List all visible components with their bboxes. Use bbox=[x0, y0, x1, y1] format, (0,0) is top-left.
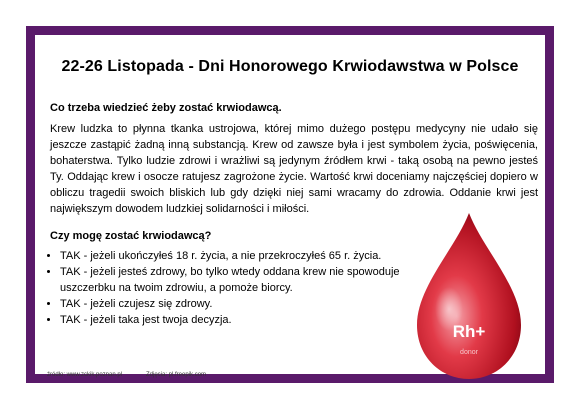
poster-frame bbox=[26, 26, 554, 383]
section-heading-eligibility: Czy mogę zostać krwiodawcą? bbox=[50, 230, 212, 242]
eligibility-item: • TAK - jeżeli taka jest twoja decyzja. bbox=[60, 312, 415, 328]
photo-credit: Zdjęcia: pl.freepik.com bbox=[146, 372, 207, 378]
blood-drop-icon bbox=[413, 209, 525, 381]
section-heading-knowledge: Co trzeba wiedzieć żeby zostać krwiodawcą. bbox=[50, 102, 282, 114]
eligibility-item: • TAK - jeżeli czujesz się zdrowy. bbox=[60, 296, 415, 312]
source-credit: źródło: www.zckik.poznan.pl bbox=[47, 372, 123, 378]
eligibility-item: • TAK - jeżeli jesteś zdrowy, bo tylko wtedy oddana krew nie spowoduje uszczerbku na twoim zdrowiu, a pomoże biorcy. bbox=[60, 264, 415, 296]
drop-sublabel: donor bbox=[460, 349, 478, 356]
eligibility-item: • TAK - jeżeli ukończyłeś 18 r. życia, a nie przekroczyłeś 65 r. życia. bbox=[60, 248, 415, 264]
eligibility-list bbox=[40, 248, 415, 328]
poster-title: 22-26 Listopada - Dni Honorowego Krwiodawstwa w Polsce bbox=[61, 58, 519, 75]
drop-label: Rh+ bbox=[452, 322, 486, 341]
intro-paragraph: Krew ludzka to płynna tkanka ustrojowa, której mimo dużego postępu medycyny nie udało się jeszcze zastąpić żadną inną substancją. Krew od zawsze była i jest symbolem życia, poświęcenia, bohaterstwa. Tylko ludzie zdrowi i wrażliwi są jedynym źródłem krwi - taką osobą na pewno jesteś Ty. Oddając krew i osocze ratujesz zagrożone życie. Wartość krwi doceniamy najczęściej dopiero w obliczu tragedii swoich bliskich lub gdy dzięki niej sami wracamy do zdrowia. Oddanie krwi jest największym dowodem ludzkiej solidarności i miłości. bbox=[50, 123, 538, 215]
